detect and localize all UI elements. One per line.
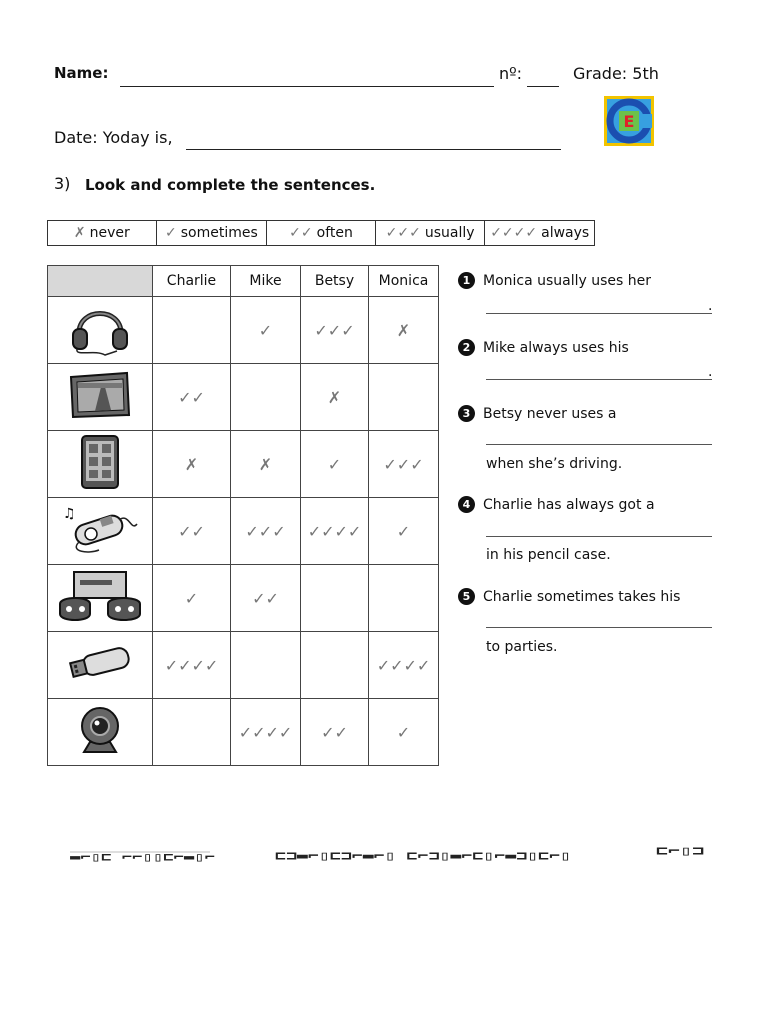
item-cell xyxy=(48,431,153,498)
name-field[interactable] xyxy=(120,86,494,87)
table-cell: ✓ xyxy=(153,565,231,632)
table-row xyxy=(48,565,439,632)
question-3: 3 Betsy never uses a xyxy=(458,405,616,422)
table-cell xyxy=(153,699,231,766)
table-cell: ✓✓✓✓ xyxy=(153,632,231,699)
svg-text:⊏⊐▬⌐▯⊏⊐⌐▬⌐▯ ⊏⌐⊐▯▬⌐⊏▯⌐▬⊐▯⊏⌐▯: ⊏⊐▬⌐▯⊏⊐⌐▬⌐▯ ⊏⌐⊐▯▬⌐⊏▯⌐▬⊐▯⊏⌐▯ xyxy=(275,849,571,864)
table-cell: ✓ xyxy=(301,431,369,498)
item-cell xyxy=(48,498,153,565)
legend-never: ✗ never xyxy=(48,221,157,245)
column-header: Betsy xyxy=(301,266,369,297)
item-cell xyxy=(48,364,153,431)
table-cell xyxy=(153,297,231,364)
footer-mark-center-icon xyxy=(275,846,575,864)
item-cell xyxy=(48,699,153,766)
svg-text:▬⌐▯⊏ ⌐⌐▯▯⊏⌐▬▯⌐: ▬⌐▯⊏ ⌐⌐▯▯⊏⌐▬▯⌐ xyxy=(70,850,215,864)
table-cell: ✓ xyxy=(231,297,301,364)
table-row xyxy=(48,498,439,565)
table-cell: ✓✓✓ xyxy=(301,297,369,364)
table-cell: ✓✓✓ xyxy=(231,498,301,565)
mp3-player-icon xyxy=(59,502,141,556)
question-5-continuation: to parties. xyxy=(486,639,558,655)
date-field[interactable] xyxy=(186,149,561,150)
exercise-number: 3) xyxy=(54,174,71,193)
table-cell: ✓✓ xyxy=(301,699,369,766)
grade-label: Grade: 5th xyxy=(573,64,659,83)
table-row xyxy=(48,297,439,364)
frequency-table xyxy=(47,265,439,766)
answer-field-2[interactable] xyxy=(486,379,712,380)
footer-mark-left-icon xyxy=(70,848,220,864)
game-console-icon xyxy=(56,566,144,626)
item-cell xyxy=(48,632,153,699)
question-2: 2 Mike always uses his xyxy=(458,339,629,356)
table-cell xyxy=(231,632,301,699)
name-label: Name: xyxy=(54,64,109,82)
table-cell: ✗ xyxy=(153,431,231,498)
table-cell xyxy=(369,565,439,632)
table-row xyxy=(48,632,439,699)
table-row xyxy=(48,431,439,498)
table-header-row xyxy=(48,266,439,297)
item-cell xyxy=(48,565,153,632)
footer-mark-right-icon xyxy=(656,842,706,858)
answer-field-5[interactable] xyxy=(486,627,712,628)
item-cell xyxy=(48,297,153,364)
logo-letter: E xyxy=(623,112,635,131)
table-corner xyxy=(48,266,153,297)
table-cell: ✓✓✓✓ xyxy=(301,498,369,565)
table-cell xyxy=(301,565,369,632)
table-cell xyxy=(369,364,439,431)
table-cell: ✗ xyxy=(301,364,369,431)
number-field[interactable] xyxy=(527,86,559,87)
table-cell: ✓✓✓✓ xyxy=(231,699,301,766)
table-cell xyxy=(231,364,301,431)
webcam-icon xyxy=(70,700,130,760)
question-5: 5 Charlie sometimes takes his xyxy=(458,588,680,605)
question-3-continuation: when she’s driving. xyxy=(486,456,623,472)
table-row xyxy=(48,364,439,431)
exercise-title: Look and complete the sentences. xyxy=(85,176,376,194)
table-cell: ✗ xyxy=(369,297,439,364)
table-cell: ✓ xyxy=(369,498,439,565)
school-logo-icon xyxy=(604,96,654,146)
sat-nav-icon xyxy=(65,369,135,421)
column-header: Mike xyxy=(231,266,301,297)
table-cell: ✓✓✓✓ xyxy=(369,632,439,699)
legend-often: ✓✓ often xyxy=(267,221,376,245)
answer-field-4[interactable] xyxy=(486,536,712,537)
answer-field-1[interactable] xyxy=(486,313,712,314)
headphones-icon xyxy=(65,299,135,357)
legend-usually: ✓✓✓ usually xyxy=(376,221,486,245)
date-label: Date: Yoday is, xyxy=(54,128,173,147)
question-4-continuation: in his pencil case. xyxy=(486,547,611,563)
table-cell: ✓✓ xyxy=(153,498,231,565)
period: . xyxy=(708,364,713,380)
svg-text:♫: ♫ xyxy=(63,506,76,522)
table-row xyxy=(48,699,439,766)
table-cell: ✓✓ xyxy=(153,364,231,431)
table-cell: ✓ xyxy=(369,699,439,766)
legend-always: ✓✓✓✓ always xyxy=(490,225,590,241)
period: . xyxy=(708,298,713,314)
tablet-icon xyxy=(70,432,130,492)
table-cell xyxy=(301,632,369,699)
frequency-legend xyxy=(47,220,595,246)
number-label: nº: xyxy=(499,64,523,83)
table-cell: ✗ xyxy=(231,431,301,498)
question-4: 4 Charlie has always got a xyxy=(458,496,655,513)
answer-field-3[interactable] xyxy=(486,444,712,445)
svg-text:⊏⌐▯⊐: ⊏⌐▯⊐ xyxy=(656,844,705,858)
usb-stick-icon xyxy=(65,641,135,685)
question-1: 1 Monica usually uses her xyxy=(458,272,651,289)
table-cell: ✓✓ xyxy=(231,565,301,632)
legend-sometimes: ✓ sometimes xyxy=(157,221,268,245)
column-header: Charlie xyxy=(153,266,231,297)
table-cell: ✓✓✓ xyxy=(369,431,439,498)
column-header: Monica xyxy=(369,266,439,297)
